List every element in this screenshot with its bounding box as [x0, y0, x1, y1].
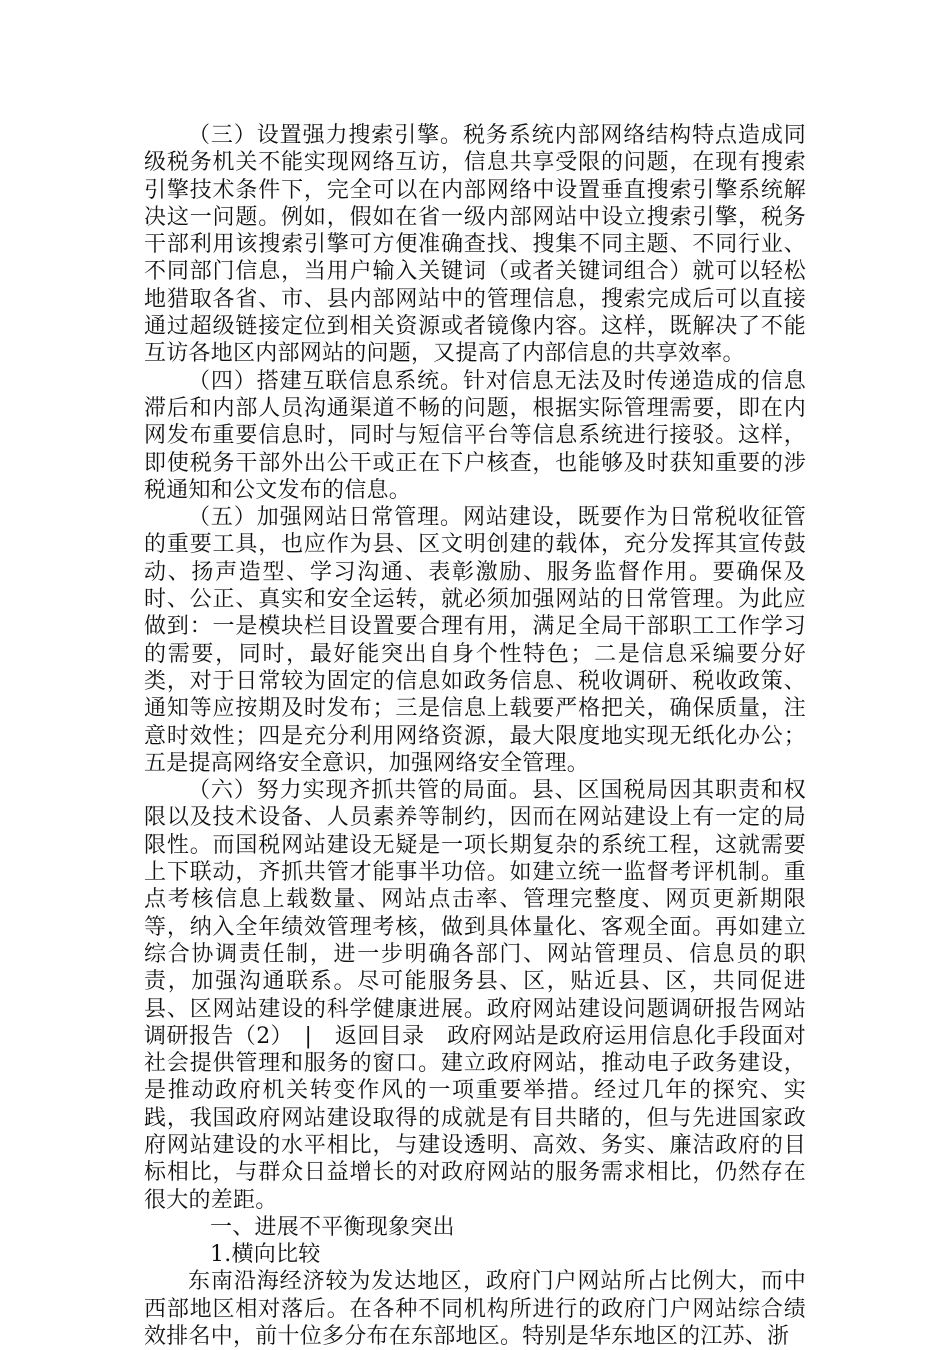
paragraph-info-system: （四）搭建互联信息系统。针对信息无法及时传递造成的信息滞后和内部人员沟通渠道不畅的问题，根据实际管理需要，即在内网发布重要信息时，同时与短信平台等信息系统进行接驳。这样，即使税务干部外出公干或正在下户核查，也能够及时获知重要的涉税通知和公文发布的信息。	[144, 368, 806, 503]
paragraph-search-engine: （三）设置强力搜索引擎。税务系统内部网络结构特点造成同级税务机关不能实现网络互访，信息共享受限的问题，在现有搜索引擎技术条件下，完全可以在内部网络中设置垂直搜索引擎系统解决这一问题。例如，假如在省一级内部网站中设立搜索引擎，税务干部利用该搜索引擎可方便准确查找、搜集不同主题、不同行业、不同部门信息，当用户输入关键词（或者关键词组合）就可以轻松地猎取各省、市、县内部网站中的管理信息，搜索完成后可以直接通过超级链接定位到相关资源或者镜像内容。这样，既解决了不能互访各地区内部网站的问题，又提高了内部信息的共享效率。	[144, 123, 806, 367]
paragraph-joint-management: （六）努力实现齐抓共管的局面。县、区国税局因其职责和权限以及技术设备、人员素养等制约，因而在网站建设上有一定的局限性。而国税网站建设无疑是一项长期复杂的系统工程，这就需要上下联动，齐抓共管才能事半功倍。如建立统一监督考评机制。重点考核信息上载数量、网站点击率、管理完整度、网页更新期限等，纳入全年绩效管理考核，做到具体量化、客观全面。再如建立综合协调责任制，进一步明确各部门、网站管理员、信息员的职责，加强沟通联系。尽可能服务县、区，贴近县、区，共同促进县、区网站建设的科学健康进展。政府网站建设问题调研报告网站调研报告（2） | 返回目录 政府网站是政府运用信息化手段面对社会提供管理和服务的窗口。建立政府网站，推动电子政务建设，是推动政府机关转变作风的一项重要举措。经过几年的探究、实践，我国政府网站建设取得的成就是有目共睹的，但与先进国家政府网站建设的水平相比，与建设透明、高效、务实、廉洁政府的目标相比，与群众日益增长的对政府网站的服务需求相比，仍然存在很大的差距。	[144, 778, 806, 1213]
paragraph-regional-comparison: 东南沿海经济较为发达地区，政府门户网站所占比例大，而中西部地区相对落后。在各种不同机构所进行的政府门户网站综合绩效排名中，前十位多分布在东部地区。特别是华东地区的江苏、浙	[144, 1269, 806, 1350]
section-heading-development-imbalance: 一、进展不平衡现象突出	[210, 1214, 455, 1240]
document-page	[144, 122, 806, 1350]
subsection-heading-horizontal-comparison: 1.横向比较	[210, 1242, 321, 1268]
paragraph-site-management: （五）加强网站日常管理。网站建设，既要作为日常税收征管的重要工具，也应作为县、区文明创建的载体，充分发挥其宣传鼓动、扬声造型、学习沟通、表彰激励、服务监督作用。要确保及时、公正、真实和安全运转，就必须加强网站的日常管理。为此应做到：一是模块栏目设置要合理有用，满足全局干部职工工作学习的需要，同时，最好能突出自身个性特色；二是信息采编要分好类，对于日常较为固定的信息如政务信息、税收调研、税收政策、通知等应按期及时发布；三是信息上载要严格把关，确保质量，注意时效性；四是充分利用网络资源，最大限度地实现无纸化办公；五是提高网络安全意识，加强网络安全管理。	[144, 505, 806, 776]
